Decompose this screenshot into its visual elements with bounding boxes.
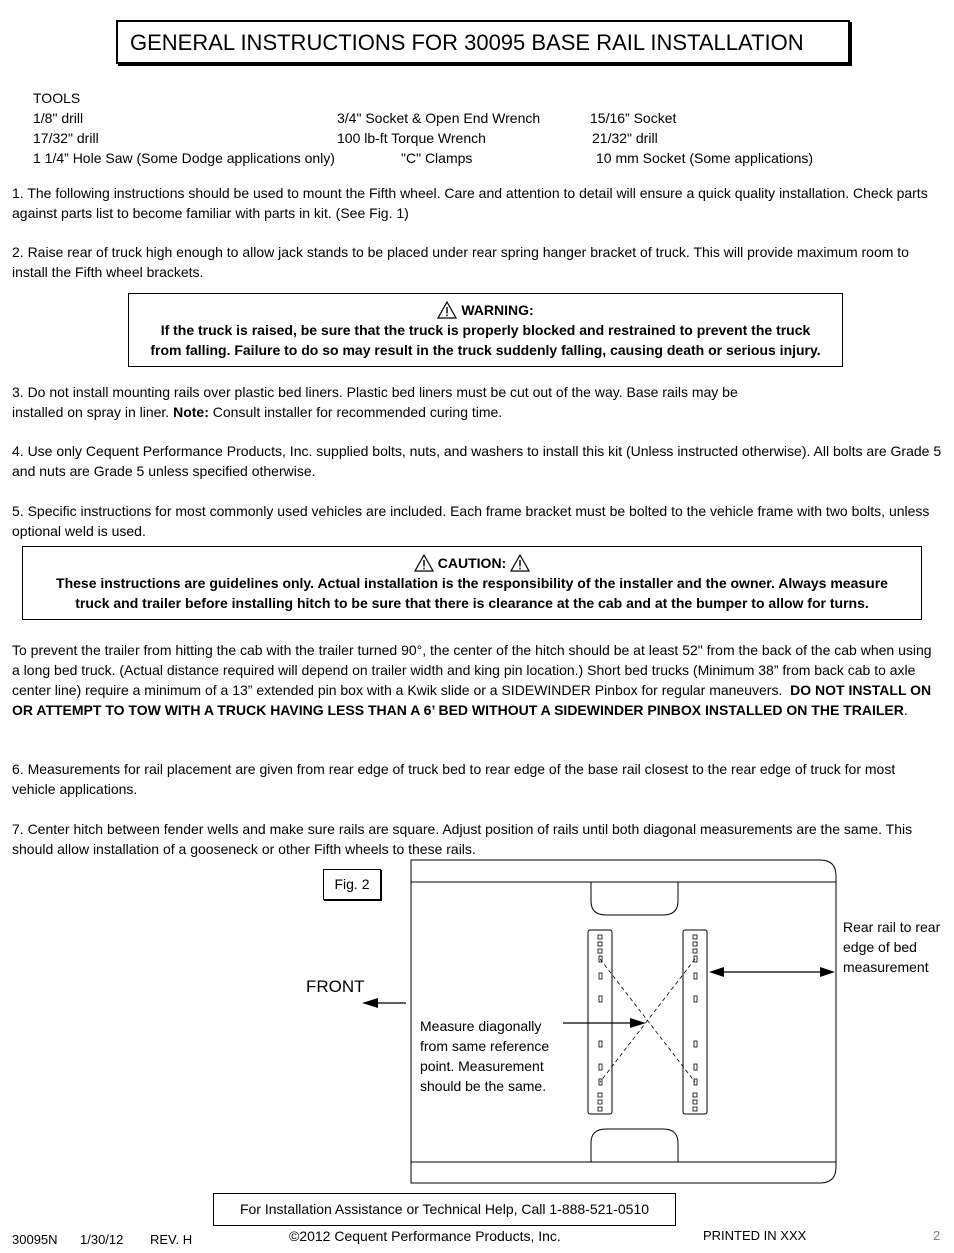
base-rail-right [683, 930, 707, 1114]
technical-help-box: For Installation Assistance or Technical Help, Call 1-888-521-0510 [213, 1193, 676, 1226]
step-2: 2. Raise rear of truck high enough to allow jack stands to be placed under rear spring hanger bracket of truck. This will provide maximum room to install the Fifth wheel brackets. [12, 244, 909, 280]
step-3-line-1: 3. Do not install mounting rails over plastic bed liners. Plastic bed liners must be cut out of the way. Base rails may be [12, 384, 738, 400]
tool-item: 15/16” Socket [590, 110, 677, 126]
tool-item: 10 mm Socket (Some applications) [596, 150, 814, 166]
figure-label: Fig. 2 [323, 869, 381, 900]
base-rail-left [588, 930, 612, 1114]
clearance-paragraph: To prevent the trailer from hitting the cab with the trailer turned 90°, the center of the hitch should be at least 52" from the back of the cab when using a long bed truck. (Actual distance required will depend on trailer width and king pin location.) Short bed trucks (Minimum 38” from back cab to axle center line) require a minimum of a 13” extended pin box with a Kwik slide or a SIDEWINDER Pinbox for regular maneuvers. DO NOT INSTALL ON OR ATTEMPT TO TOW WITH A TRUCK HAVING LESS THAN A 6’ BED WITHOUT A SIDEWINDER PINBOX INSTALLED ON THE TRAILER. [12, 642, 932, 718]
footer-date: 1/30/12 [80, 1232, 124, 1247]
step-7: 7. Center hitch between fender wells and make sure rails are square. Adjust position of rails until both diagonal measurements are the same. This should allow installation of a gooseneck or other Fifth wheels to these rails. [12, 821, 913, 857]
rear-measurement-note: Rear rail to rear edge of bed measurement [843, 919, 941, 975]
rear-measurement-arrow [709, 967, 835, 977]
clearance-warning: DO NOT INSTALL ON OR ATTEMPT TO TOW WITH A TRUCK HAVING LESS THAN A 6’ BED WITHOUT A SIDEWINDER PINBOX INSTALLED ON THE TRAILER [12, 682, 932, 718]
step-5: 5. Specific instructions for most commonly used vehicles are included. Each frame bracket must be bolted to the vehicle frame with two bolts, unless optional weld is used. [12, 503, 930, 539]
tool-item: 1/8" drill [33, 110, 84, 126]
warning-box [128, 293, 843, 367]
front-label: FRONT [306, 977, 365, 996]
footer-revision: REV. H [150, 1232, 193, 1247]
tool-item: 3/4" Socket & Open End Wrench [337, 110, 541, 126]
tool-item: 21/32" drill [592, 130, 658, 146]
tool-item: 1 1/4” Hole Saw (Some Dodge applications only) [33, 150, 335, 166]
warning-triangle-icon [437, 301, 457, 319]
tool-item: "C" Clamps [401, 150, 473, 166]
page-title: GENERAL INSTRUCTIONS FOR 30095 BASE RAIL INSTALLATION [116, 20, 850, 64]
tools-heading: TOOLS [33, 90, 81, 106]
front-arrow [362, 998, 406, 1008]
front-wheel-well [591, 882, 678, 915]
caution-line-2: truck and trailer before installing hitch to be sure that there is clearance at the cab and at the bumper to allow for turns. [75, 595, 869, 611]
step-4: 4. Use only Cequent Performance Products, Inc. supplied bolts, nuts, and washers to install this kit (Unless instructed otherwise). All bolts are Grade 5 and nuts are Grade 5 unless specified otherwise. [12, 443, 942, 479]
warning-heading: WARNING: [461, 302, 534, 318]
step-3-line-2: installed on spray in liner. Note: Consult installer for recommended curing time. [12, 404, 503, 420]
step-6: 6. Measurements for rail placement are given from rear edge of truck bed to rear edge of the base rail closest to the rear edge of truck for most vehicle applications. [12, 761, 896, 797]
caution-heading: CAUTION: [437, 555, 507, 571]
caution-triangle-icon [510, 554, 530, 572]
step-1: 1. The following instructions should be used to mount the Fifth wheel. Care and attention to detail will ensure a quick quality installation. Check parts against parts list to become familiar with parts in kit. (See Fig. 1) [12, 185, 928, 221]
tools-column-3 [590, 108, 813, 168]
caution-box [22, 546, 922, 620]
footer-copyright: ©2012 Cequent Performance Products, Inc. [289, 1228, 561, 1244]
caution-line-1: These instructions are guidelines only. Actual installation is the responsibility of the installer and the owner. Always measure [56, 575, 888, 591]
caution-triangle-icon [414, 554, 434, 572]
tools-column-1 [33, 108, 335, 168]
step-3 [12, 382, 942, 422]
footer-part-number: 30095N [12, 1232, 58, 1247]
diagonal-measurement-note: Measure diagonally from same reference point. Measurement should be the same. [420, 1018, 550, 1094]
page-number: 2 [933, 1228, 941, 1243]
warning-line-2: from falling. Failure to do so may result in the truck suddenly falling, causing death or serious injury. [150, 342, 821, 358]
rear-wheel-well [591, 1129, 678, 1162]
warning-line-1: If the truck is raised, be sure that the truck is properly blocked and restrained to prevent the truck [160, 322, 811, 338]
footer-printed-in: PRINTED IN XXX [703, 1228, 807, 1243]
tool-item: 100 lb-ft Torque Wrench [337, 130, 486, 146]
note-label: Note: [173, 404, 209, 420]
tool-item: 17/32" drill [33, 130, 99, 146]
tools-column-2 [337, 108, 540, 168]
